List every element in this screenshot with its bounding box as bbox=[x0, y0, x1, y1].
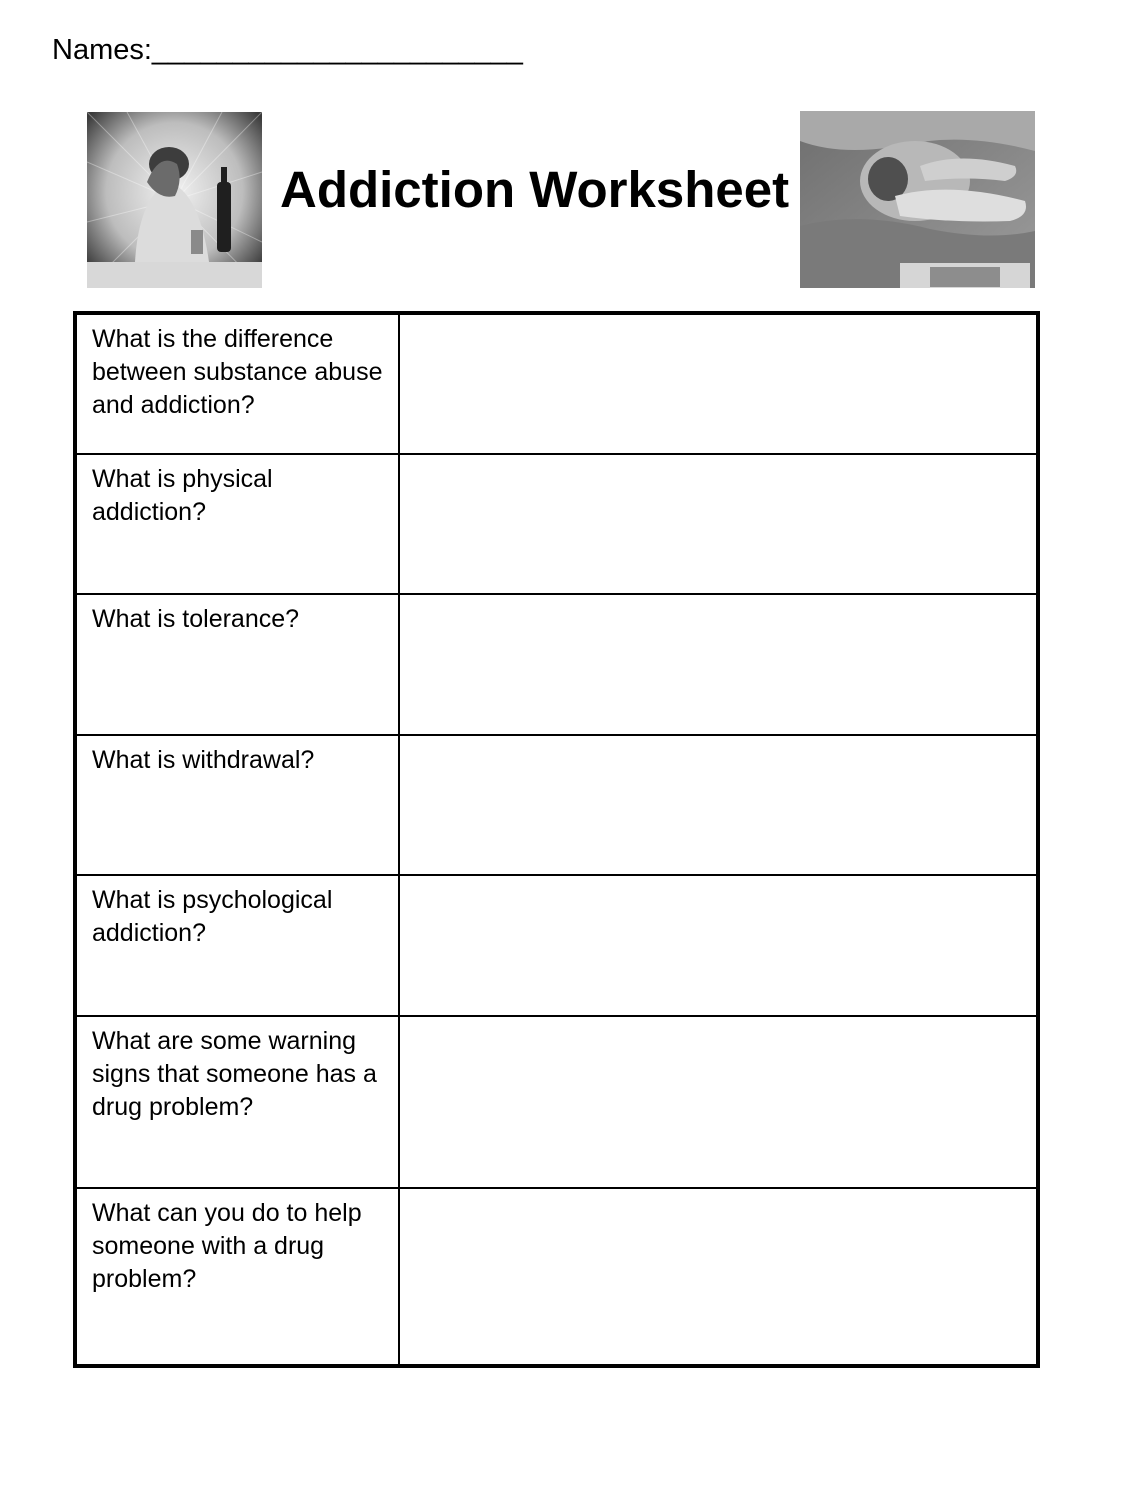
answer-cell[interactable] bbox=[399, 454, 1038, 594]
man-with-bottle-photo bbox=[87, 112, 262, 288]
answer-cell[interactable] bbox=[399, 1016, 1038, 1188]
question-cell: What is tolerance? bbox=[75, 594, 399, 735]
question-cell: What can you do to help someone with a drug problem? bbox=[75, 1188, 399, 1366]
answer-cell[interactable] bbox=[399, 1188, 1038, 1366]
table-row bbox=[75, 594, 1038, 735]
table-row bbox=[75, 735, 1038, 875]
answer-cell[interactable] bbox=[399, 594, 1038, 735]
worksheet-table bbox=[73, 311, 1040, 1368]
question-cell: What is physical addiction? bbox=[75, 454, 399, 594]
table-row bbox=[75, 1188, 1038, 1366]
answer-cell[interactable] bbox=[399, 735, 1038, 875]
question-cell: What is psychological addiction? bbox=[75, 875, 399, 1016]
page-title: Addiction Worksheet bbox=[280, 161, 790, 218]
answer-cell[interactable] bbox=[399, 875, 1038, 1016]
person-lying-down-photo bbox=[800, 111, 1035, 288]
answer-cell[interactable] bbox=[399, 313, 1038, 454]
question-cell: What is the difference between substance abuse and addiction? bbox=[75, 313, 399, 454]
question-cell: What are some warning signs that someone has a drug problem? bbox=[75, 1016, 399, 1188]
table-row bbox=[75, 1016, 1038, 1188]
table-row bbox=[75, 875, 1038, 1016]
table-row bbox=[75, 454, 1038, 594]
question-cell: What is withdrawal? bbox=[75, 735, 399, 875]
table-row bbox=[75, 313, 1038, 454]
names-field[interactable]: Names:_______________________ bbox=[52, 34, 523, 66]
